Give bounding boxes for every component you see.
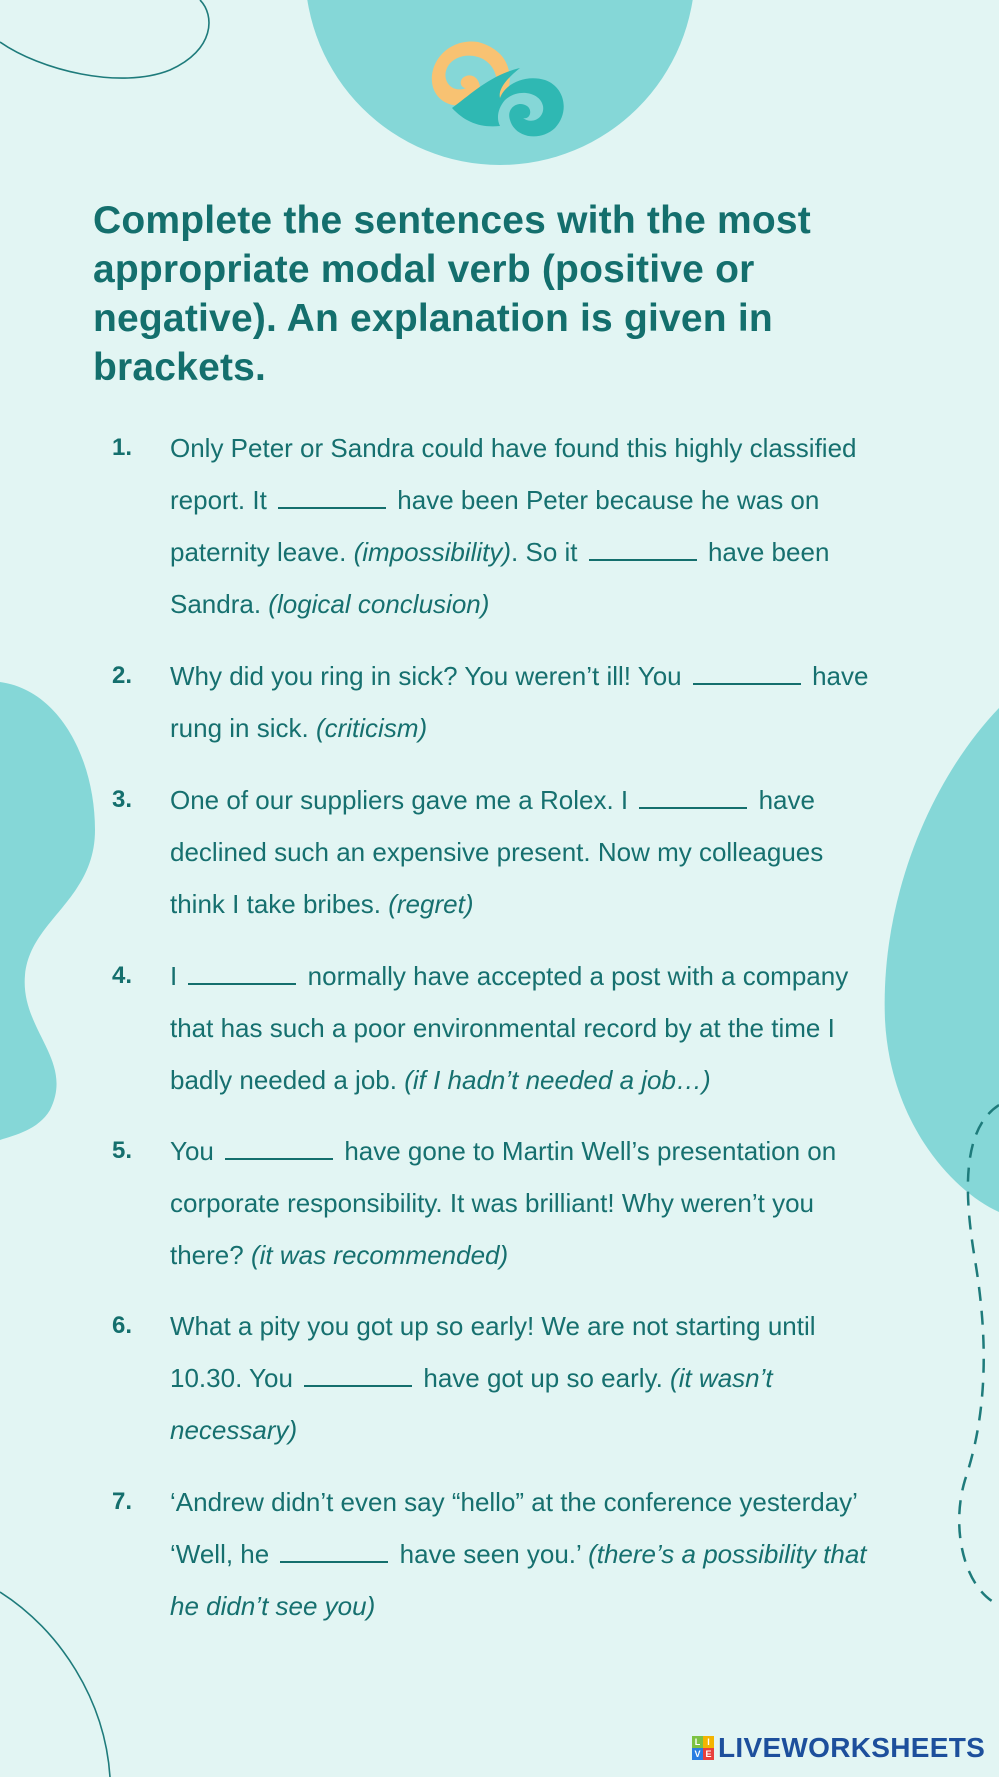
question-number: 3. (112, 786, 133, 813)
sentence-text: think I take bribes. (170, 889, 389, 919)
sentence-text: corporate responsibility. It was brilliant! Why weren’t you (170, 1188, 814, 1218)
answer-blank[interactable] (278, 481, 386, 509)
question-line (170, 578, 890, 630)
question-line (170, 1528, 890, 1580)
question-line (170, 1476, 890, 1528)
question-line (170, 526, 890, 578)
question-line (170, 1300, 890, 1352)
question-line (170, 774, 890, 826)
sentence-text: Only Peter or Sandra could have found this highly classified (170, 433, 857, 463)
sentence-text: ‘Andrew didn’t even say “hello” at the conference yesterday’ (170, 1487, 858, 1517)
sentence-text: there? (170, 1240, 251, 1270)
sentence-text: . So it (511, 537, 585, 567)
sentence-text: What a pity you got up so early! We are not starting until (170, 1311, 816, 1341)
sentence-text: rung in sick. (170, 713, 316, 743)
wave-swirl-icon (432, 42, 564, 137)
question-text (170, 774, 890, 930)
hint-text: (impossibility) (353, 537, 512, 567)
question-text (170, 1476, 890, 1632)
question-number: 6. (112, 1312, 133, 1339)
question-number: 4. (112, 962, 133, 989)
hint-text: (it was recommended) (250, 1240, 509, 1270)
question-line (170, 1177, 890, 1229)
question-line (170, 474, 890, 526)
bottom-left-arc (0, 1592, 110, 1777)
sentence-text: have been Peter because he was on (390, 485, 820, 515)
hint-text: necessary) (170, 1415, 298, 1445)
hint-text: (criticism) (315, 713, 428, 743)
sentence-text: report. It (170, 485, 275, 515)
sentence-text: 10.30. You (170, 1363, 301, 1393)
sentence-text: One of our suppliers gave me a Rolex. I (170, 785, 636, 815)
sentence-text: Why did you ring in sick? You weren’t ill! You (170, 661, 689, 691)
answer-blank[interactable] (639, 781, 747, 809)
question-line (170, 878, 890, 930)
sentence-text: badly needed a job. (170, 1065, 405, 1095)
hint-text: (logical conclusion) (268, 589, 490, 619)
question-line (170, 1054, 890, 1106)
question-line (170, 950, 890, 1002)
page-title: Complete the sentences with the most appropriate modal verb (positive or negative). An explanation is given in brackets. (93, 199, 811, 389)
question-number: 5. (112, 1137, 133, 1164)
question-line (170, 702, 890, 754)
sentence-text: I (170, 961, 185, 991)
sentence-text: have (751, 785, 815, 815)
sentence-text: have been (700, 537, 830, 567)
liveworksheets-logo-icon: L I V E (692, 1736, 714, 1760)
question-number: 2. (112, 662, 133, 689)
answer-blank[interactable] (693, 657, 801, 685)
sentence-text: Sandra. (170, 589, 269, 619)
question-line (170, 422, 890, 474)
sentence-text: have gone to Martin Well’s presentation on (337, 1136, 837, 1166)
question-number: 1. (112, 434, 133, 461)
question-line (170, 650, 890, 702)
question-text (170, 650, 890, 754)
hint-text: he didn’t see you) (170, 1591, 376, 1621)
question-line (170, 1404, 890, 1456)
answer-blank[interactable] (280, 1535, 388, 1563)
question-line (170, 1125, 890, 1177)
right-blob (885, 708, 999, 1212)
sentence-text: have got up so early. (416, 1363, 671, 1393)
left-blob (0, 682, 95, 1140)
hint-text: (it wasn’t (670, 1363, 773, 1393)
hint-text: (regret) (388, 889, 474, 919)
question-line (170, 1229, 890, 1281)
answer-blank[interactable] (589, 533, 697, 561)
hint-text: (if I hadn’t needed a job…) (404, 1065, 711, 1095)
sentence-text: paternity leave. (170, 537, 354, 567)
sentence-text: normally have accepted a post with a company (300, 961, 849, 991)
answer-blank[interactable] (304, 1359, 412, 1387)
sentence-text: declined such an expensive present. Now my colleagues (170, 837, 824, 867)
question-text (170, 1300, 890, 1456)
top-left-arc (0, 0, 209, 78)
right-dashed-curve (959, 1105, 999, 1605)
answer-blank[interactable] (225, 1132, 333, 1160)
sentence-text: that has such a poor environmental record by at the time I (170, 1013, 835, 1043)
question-line (170, 1352, 890, 1404)
question-line (170, 1002, 890, 1054)
hint-text: (there’s a possibility that (588, 1539, 867, 1569)
sentence-text: ‘Well, he (170, 1539, 277, 1569)
question-number: 7. (112, 1488, 133, 1515)
sentence-text: have (804, 661, 869, 691)
question-line (170, 826, 890, 878)
brand-name: LIVEWORKSHEETS (718, 1732, 986, 1763)
question-line (170, 1580, 890, 1632)
liveworksheets-brand (692, 1730, 985, 1766)
answer-blank[interactable] (188, 957, 296, 985)
question-text (170, 422, 890, 630)
top-circle (305, 0, 695, 165)
question-text (170, 1125, 890, 1281)
sentence-text: You (170, 1136, 222, 1166)
question-text (170, 950, 890, 1106)
sentence-text: have seen you.’ (392, 1539, 589, 1569)
